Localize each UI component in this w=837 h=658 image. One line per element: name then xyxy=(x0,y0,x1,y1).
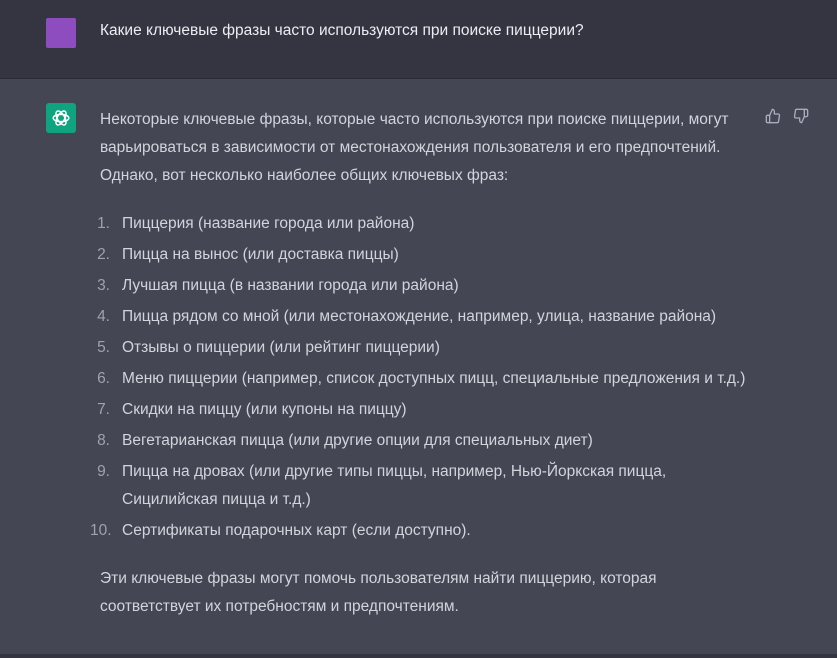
list-item: 10. Сертификаты подарочных карт (если доступно). xyxy=(90,522,471,539)
user-message xyxy=(0,0,837,79)
list-item: 9. Пицца на дровах (или другие типы пиццы, например, Нью-Йоркская пицца, Сицилийская пицца и т.д.) xyxy=(97,463,667,508)
assistant-answer xyxy=(90,106,750,621)
list-item: 6. Меню пиццерии (например, список доступных пицц, специальные предложения и т.д.) xyxy=(97,370,746,387)
list-item: 4. Пицца рядом со мной (или местонахождение, например, улица, название района) xyxy=(97,308,717,325)
list-item: 7. Скидки на пиццу (или купоны на пиццу) xyxy=(97,401,407,418)
user-avatar xyxy=(46,18,76,48)
user-question: Какие ключевые фразы часто используются при поиске пиццерии? xyxy=(100,22,584,39)
assistant-message xyxy=(0,79,837,654)
bottom-divider xyxy=(0,654,837,658)
thumbs-up-icon[interactable] xyxy=(764,107,782,125)
list-item: 2. Пицца на вынос (или доставка пиццы) xyxy=(97,246,399,263)
openai-logo-icon xyxy=(46,103,76,133)
list-item: 8. Вегетарианская пицца (или другие опции для специальных диет) xyxy=(97,432,593,449)
list-item: 1. Пиццерия (название города или района) xyxy=(97,215,415,232)
answer-outro: Эти ключевые фразы могут помочь пользователям найти пиццерию, которая соответствует их потребностям и предпочтениям. xyxy=(100,570,657,615)
list-item: 3. Лучшая пицца (в названии города или района) xyxy=(97,277,459,294)
thumbs-down-icon[interactable] xyxy=(792,107,810,125)
answer-intro: Некоторые ключевые фразы, которые часто используются при поиске пиццерии, могут варьироваться в зависимости от местонахождения пользователя и его предпочтений. Однако, вот несколько наиболее общих ключевых фраз: xyxy=(100,111,729,184)
keyword-list xyxy=(90,210,750,545)
list-item: 5. Отзывы о пиццерии (или рейтинг пиццерии) xyxy=(97,339,440,356)
